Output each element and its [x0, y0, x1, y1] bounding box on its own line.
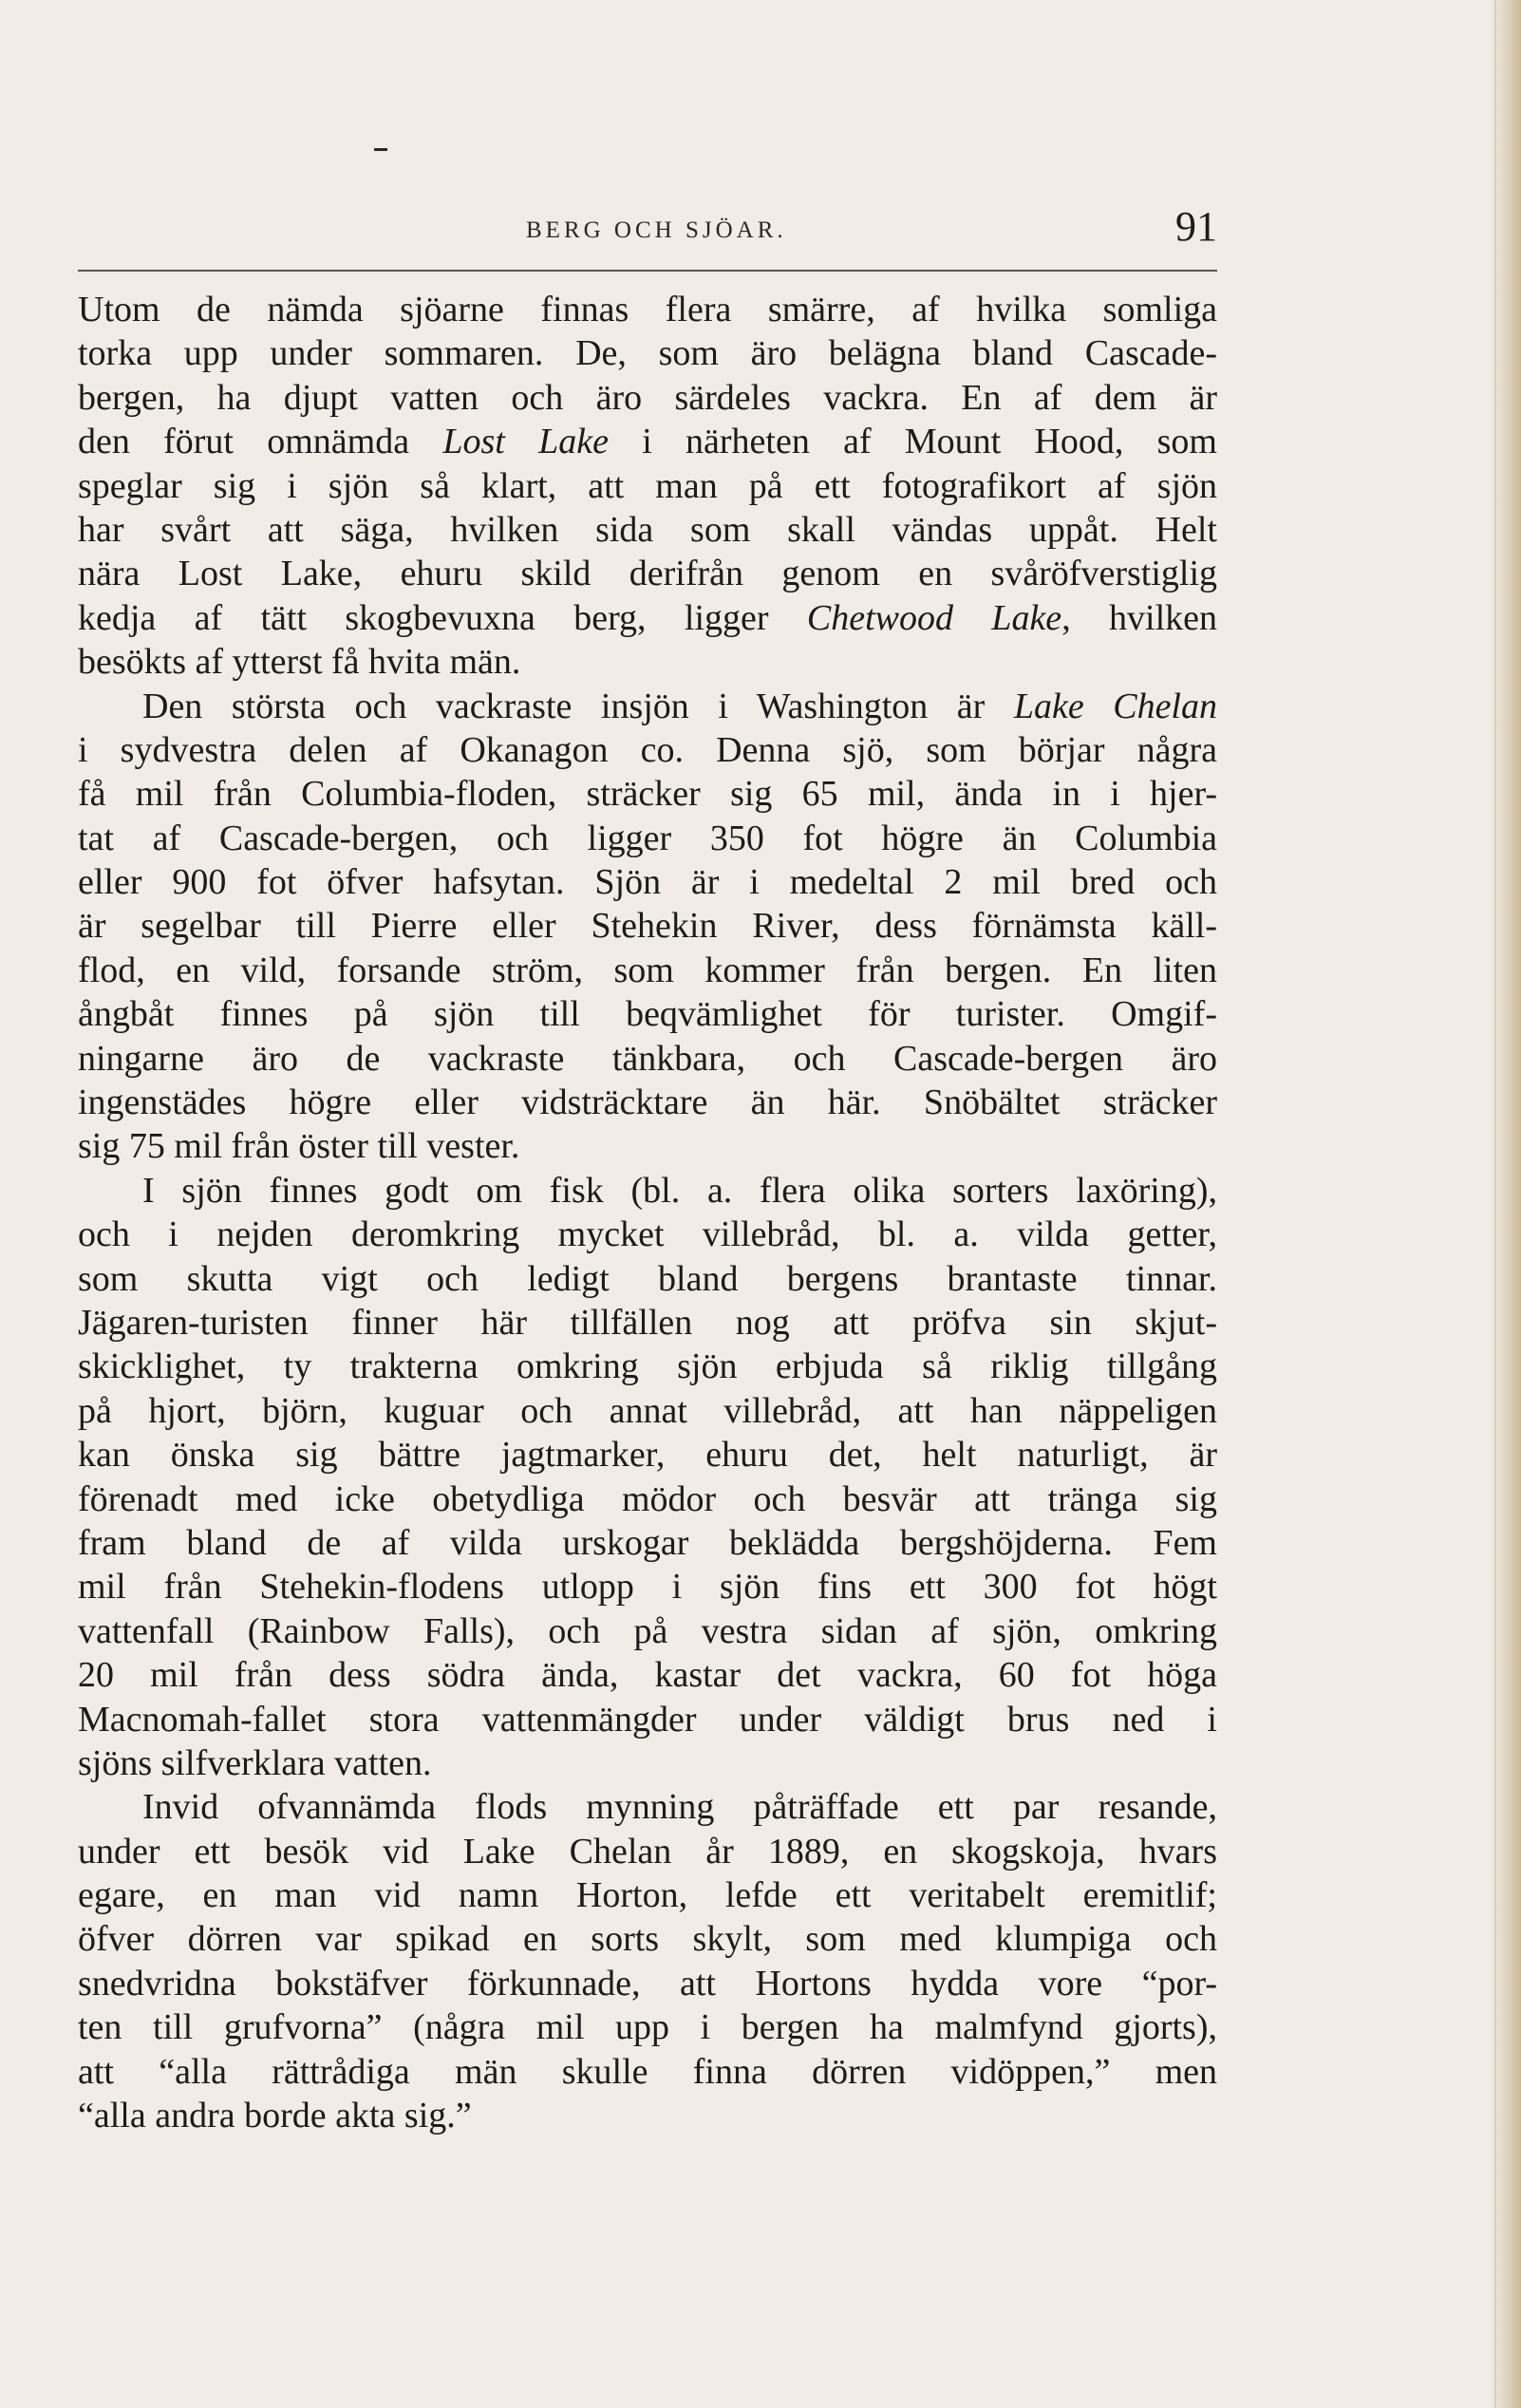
text-line: [78, 772, 1217, 816]
text-line: [78, 1389, 1217, 1433]
line-text: egare, en man vid namn Horton, lefde ett veritabelt eremitlif;: [78, 1875, 1217, 1916]
text-line: [78, 1257, 1217, 1301]
line-text: kan önska sig bättre jagtmarker, ehuru det, helt naturligt, är: [78, 1435, 1217, 1476]
running-title: BERG OCH SJÖAR.: [526, 217, 787, 243]
line-text: “alla andra borde akta sig.”: [78, 2096, 472, 2136]
line-text: ningarne äro de vackraste tänkbara, och Cascade-bergen äro: [78, 1038, 1217, 1079]
text-line: [78, 640, 1217, 684]
text-line: [78, 552, 1217, 595]
text-line: [78, 1213, 1217, 1256]
line-text: ingenstädes högre eller vidsträcktare än här. Snöbältet sträcker: [78, 1082, 1217, 1123]
line-text: är segelbar till Pierre eller Stehekin River, dess förnämsta käll-: [78, 906, 1217, 947]
line-text: sig 75 mil från öster till vester.: [78, 1126, 520, 1167]
line-text: ten till grufvorna” (några mil upp i bergen ha malmfynd gjorts),: [78, 2007, 1217, 2048]
text-line: [78, 1785, 1217, 1829]
text-line: [78, 1037, 1217, 1081]
text-line: [78, 2005, 1217, 2049]
page-edge-line: [1494, 0, 1496, 2408]
line-text: har svårt att säga, hvilken sida som skall vändas uppåt. Helt: [78, 509, 1217, 550]
line-text: Utom de nämda sjöarne finnas flera smärre, af hvilka somliga: [78, 290, 1217, 329]
line-text: tat af Cascade-bergen, och ligger 350 fot högre än Columbia: [78, 818, 1217, 858]
line-text: den förut omnämda: [78, 422, 443, 462]
italic-lake-name: Chetwood Lake: [806, 597, 1062, 638]
text-line: [78, 1609, 1217, 1653]
line-text: speglar sig i sjön så klart, att man på ett fotografikort af sjön: [78, 465, 1217, 506]
text-line: [78, 1830, 1217, 1873]
line-text: skicklighet, ty trakterna omkring sjön erbjuda så riklig tillgång: [78, 1346, 1217, 1387]
text-line: [78, 2094, 1217, 2137]
line-text: förenadt med icke obetydliga mödor och besvär att tränga sig: [78, 1478, 1217, 1519]
line-text: sjöns silfverklara vatten.: [78, 1742, 432, 1783]
line-text: kedja af tätt skogbevuxna berg, ligger: [78, 597, 807, 638]
line-text: torka upp under sommaren. De, som äro belägna bland Cascade-: [78, 333, 1217, 374]
text-line: [78, 1917, 1217, 1961]
text-line: [78, 288, 1217, 331]
text-line: [78, 1124, 1217, 1168]
text-line: [78, 1653, 1217, 1697]
line-text: öfver dörren var spikad en sorts skylt, som med klumpiga och: [78, 1919, 1217, 1960]
text-line: [78, 508, 1217, 552]
italic-lake-name: Lost Lake: [442, 422, 609, 462]
line-text: på hjort, björn, kuguar och annat villebråd, att han näppeligen: [78, 1390, 1217, 1431]
text-line: [78, 1169, 1217, 1213]
line-text: bergen, ha djupt vatten och äro särdeles vackra. En af dem är: [78, 377, 1217, 418]
line-text: vattenfall (Rainbow Falls), och på vestra sidan af sjön, omkring: [78, 1610, 1217, 1651]
line-text: 20 mil från dess södra ända, kastar det vackra, 60 fot höga: [78, 1655, 1217, 1696]
text-line: [78, 1741, 1217, 1785]
text-line: [78, 949, 1217, 992]
text-line: [78, 596, 1217, 640]
text-line: [78, 420, 1217, 463]
text-line: [78, 1433, 1217, 1477]
text-line: [78, 376, 1217, 420]
line-text: flod, en vild, forsande ström, som kommer från bergen. En liten: [78, 950, 1217, 990]
text-line: [78, 2050, 1217, 2094]
line-text: ångbåt finnes på sjön till beqvämlighet för turister. Omgif-: [78, 994, 1217, 1035]
line-text: eller 900 fot öfver hafsytan. Sjön är i medeltal 2 mil bred och: [78, 862, 1217, 903]
line-text: att “alla rättrådiga män skulle finna dörren vidöppen,” men: [78, 2051, 1217, 2092]
text-line: [78, 1081, 1217, 1124]
line-text: I sjön finnes godt om fisk (bl. a. flera olika sorters laxöring),: [142, 1170, 1217, 1211]
line-text: mil från Stehekin-flodens utlopp i sjön fins ett 300 fot högt: [78, 1567, 1217, 1608]
line-text: få mil från Columbia-floden, sträcker sig 65 mil, ända in i hjer-: [78, 774, 1217, 815]
text-line: [78, 1565, 1217, 1608]
line-text: snedvridna bokstäfver förkunnade, att Hortons hydda vore “por-: [78, 1963, 1217, 2004]
text-line: [78, 1962, 1217, 2005]
text-line: [78, 1698, 1217, 1741]
text-line: [78, 1873, 1217, 1917]
page-number: 91: [1175, 203, 1217, 250]
text-line: [78, 860, 1217, 904]
line-text: Invid ofvannämda flods mynning påträffade ett par resande,: [142, 1787, 1217, 1828]
text-line: [78, 331, 1217, 375]
line-text: under ett besök vid Lake Chelan år 1889, en skogskoja, hvars: [78, 1831, 1217, 1872]
stray-mark: [374, 148, 387, 151]
running-head: [78, 202, 1217, 250]
body-text: [78, 288, 1217, 2137]
line-text: Den största och vackraste insjön i Washington är: [142, 686, 1014, 726]
line-text: i närheten af Mount Hood, som: [608, 422, 1217, 462]
line-text: Macnomah-fallet stora vattenmängder under väldigt brus ned i: [78, 1699, 1217, 1740]
text-line: [78, 1477, 1217, 1521]
line-text: besökts af ytterst få hvita män.: [78, 642, 521, 683]
text-line: [78, 685, 1217, 728]
line-text: nära Lost Lake, ehuru skild derifrån genom en svåröfverstiglig: [78, 554, 1217, 594]
text-line: [78, 464, 1217, 508]
text-line: [78, 992, 1217, 1036]
text-line: [78, 1301, 1217, 1345]
line-text: i sydvestra delen af Okanagon co. Denna sjö, som börjar några: [78, 729, 1217, 770]
text-line: [78, 817, 1217, 860]
header-rule: [78, 270, 1217, 272]
line-text: Jägaren-turisten finner här tillfällen nog att pröfva sin skjut-: [78, 1302, 1217, 1343]
line-text: fram bland de af vilda urskogar beklädda bergshöjderna. Fem: [78, 1522, 1217, 1563]
text-line: [78, 1345, 1217, 1388]
line-text: som skutta vigt och ledigt bland bergens brantaste tinnar.: [78, 1258, 1217, 1299]
text-line: [78, 1521, 1217, 1565]
line-text: , hvilken: [1061, 597, 1218, 638]
text-line: [78, 728, 1217, 772]
text-line: [78, 904, 1217, 948]
italic-lake-name: Lake Chelan: [1013, 686, 1217, 726]
line-text: och i nejden deromkring mycket villebråd, bl. a. vilda getter,: [78, 1214, 1217, 1255]
